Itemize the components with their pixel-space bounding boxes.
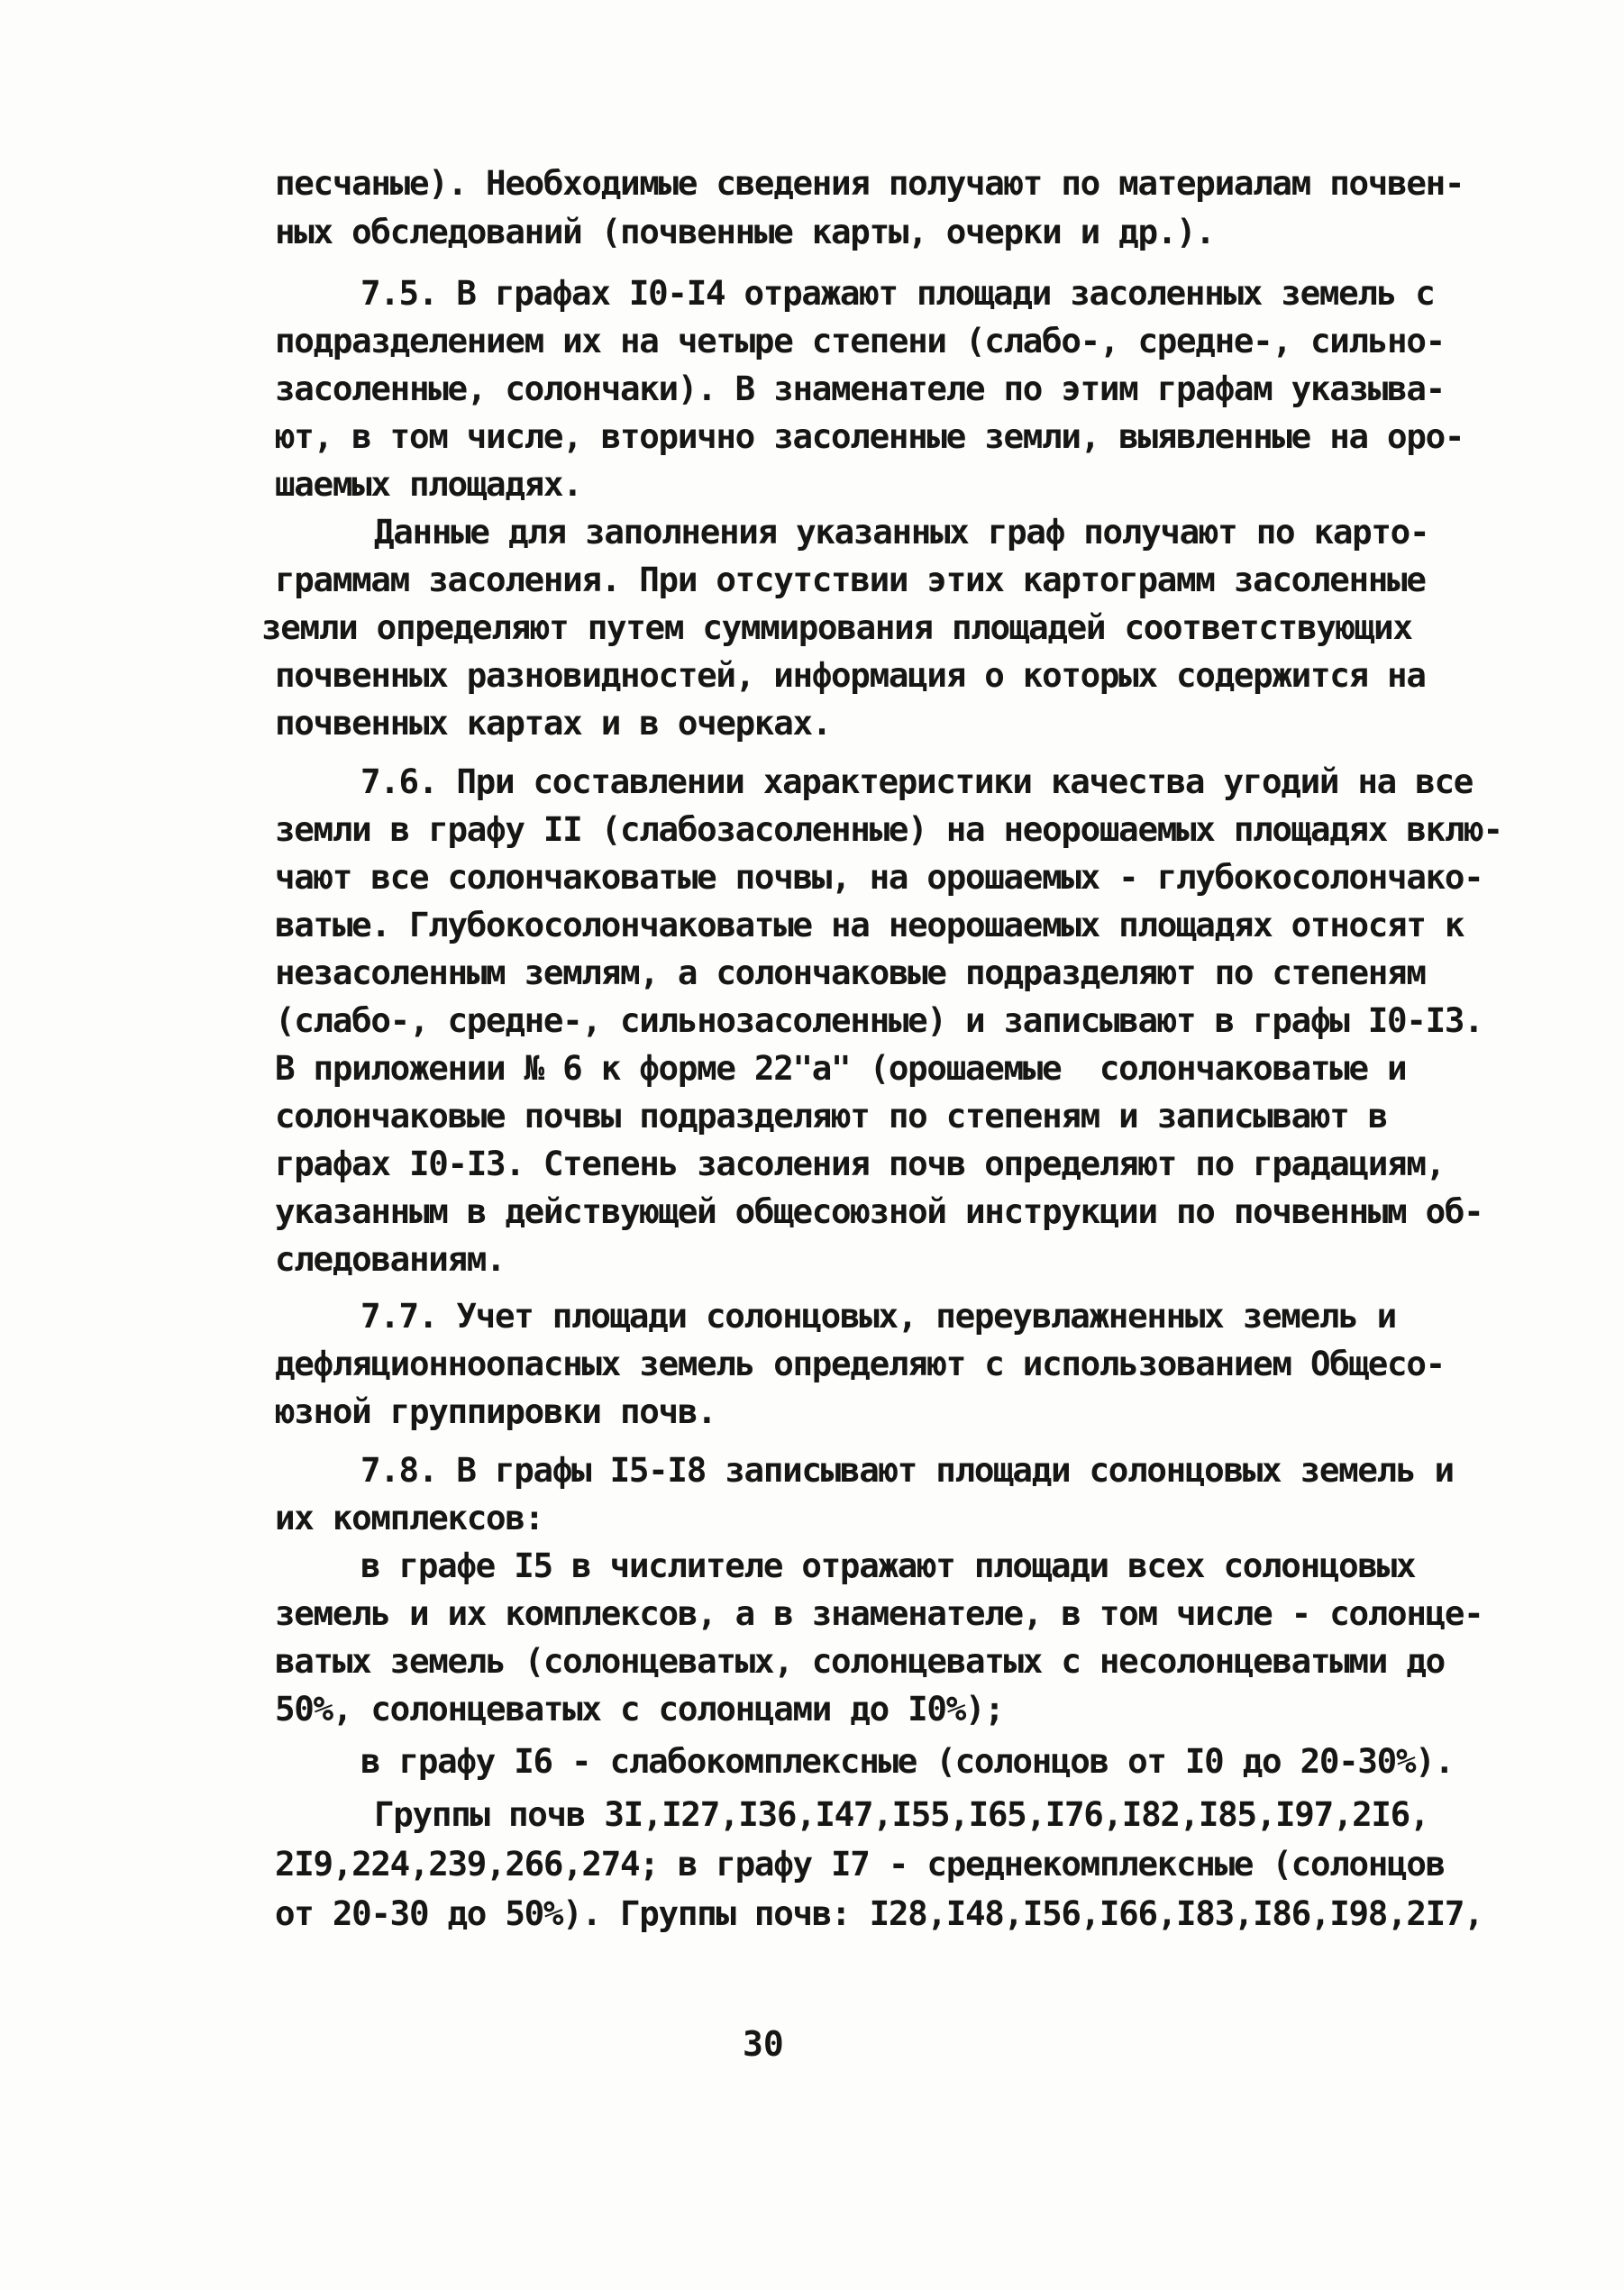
text-line: В приложении № 6 к форме 22"а" (орошаемые солончаковатые и bbox=[275, 1048, 1407, 1088]
text-line: почвенных разновидностей, информация о которых содержится на bbox=[275, 655, 1426, 695]
text-line: указанным в действующей общесоюзной инструкции по почвенным об- bbox=[275, 1191, 1483, 1231]
text-line: почвенных картах и в очерках. bbox=[275, 703, 832, 743]
text-line: 7.8. В графы I5-I8 записывают площади солонцовых земель и bbox=[360, 1450, 1454, 1490]
text-line: (слабо-, средне-, сильнозасоленные) и записывают в графы I0-I3. bbox=[275, 1000, 1483, 1040]
text-line: следованиям. bbox=[275, 1239, 506, 1279]
text-line: засоленные, солончаки). В знаменателе по этим графам указыва- bbox=[275, 369, 1445, 408]
text-line: земли определяют путем суммирования площадей соответствующих bbox=[261, 607, 1412, 647]
page-number: 30 bbox=[743, 2024, 784, 2064]
text-line: подразделением их на четыре степени (слабо-, средне-, сильно- bbox=[275, 321, 1445, 360]
text-line: солончаковые почвы подразделяют по степеням и записывают в bbox=[275, 1096, 1388, 1136]
text-line: в графе I5 в числителе отражают площади всех солонцовых bbox=[360, 1546, 1416, 1585]
text-line: незасоленным землям, а солончаковые подразделяют по степеням bbox=[275, 953, 1426, 992]
text-line: их комплексов: bbox=[275, 1498, 543, 1537]
text-line: 7.7. Учет площади солонцовых, переувлажненных земель и bbox=[360, 1296, 1396, 1336]
text-line: шаемых площадях. bbox=[275, 464, 582, 504]
text-line: земли в графу II (слабозасоленные) на неорошаемых площадях вклю- bbox=[275, 809, 1502, 849]
text-line: 50%, солонцеватых с солонцами до I0%); bbox=[275, 1689, 1004, 1729]
text-line: в графу I6 - слабокомплексные (солонцов от I0 до 20-30%). bbox=[360, 1741, 1454, 1781]
text-line: от 20-30 до 50%). Группы почв: I28,I48,I56,I66,I83,I86,I98,2I7, bbox=[275, 1893, 1483, 1933]
text-line: ют, в том числе, вторично засоленные земли, выявленные на оро- bbox=[275, 416, 1464, 456]
text-line: чают все солончаковатые почвы, на орошаемых - глубокосолончако- bbox=[275, 857, 1483, 897]
text-line: 7.5. В графах I0-I4 отражают площади засоленных земель с bbox=[360, 273, 1435, 313]
text-line: 7.6. При составлении характеристики качества угодий на все bbox=[360, 762, 1473, 801]
text-line: 2I9,224,239,266,274; в графу I7 - среднекомплексные (солонцов bbox=[275, 1844, 1445, 1884]
text-line: дефляционноопасных земель определяют с использованием Общесо- bbox=[275, 1344, 1445, 1383]
text-line: ватых земель (солонцеватых, солонцеватых с несолонцеватыми до bbox=[275, 1641, 1445, 1681]
text-line: Данные для заполнения указанных граф получают по карто- bbox=[374, 512, 1429, 552]
text-line: ных обследований (почвенные карты, очерки и др.). bbox=[275, 212, 1215, 251]
text-line: Группы почв 3I,I27,I36,I47,I55,I65,I76,I82,I85,I97,2I6, bbox=[374, 1794, 1429, 1834]
text-line: земель и их комплексов, а в знаменателе, в том числе - солонце- bbox=[275, 1593, 1483, 1633]
text-line: юзной группировки почв. bbox=[275, 1391, 716, 1431]
text-line: графах I0-I3. Степень засоления почв определяют по градациям, bbox=[275, 1144, 1445, 1183]
text-line: граммам засоления. При отсутствии этих картограмм засоленные bbox=[275, 560, 1426, 599]
text-line: песчаные). Необходимые сведения получают по материалам почвен- bbox=[275, 163, 1464, 203]
text-line: ватые. Глубокосолончаковатые на неорошаемых площадях относят к bbox=[275, 905, 1464, 944]
